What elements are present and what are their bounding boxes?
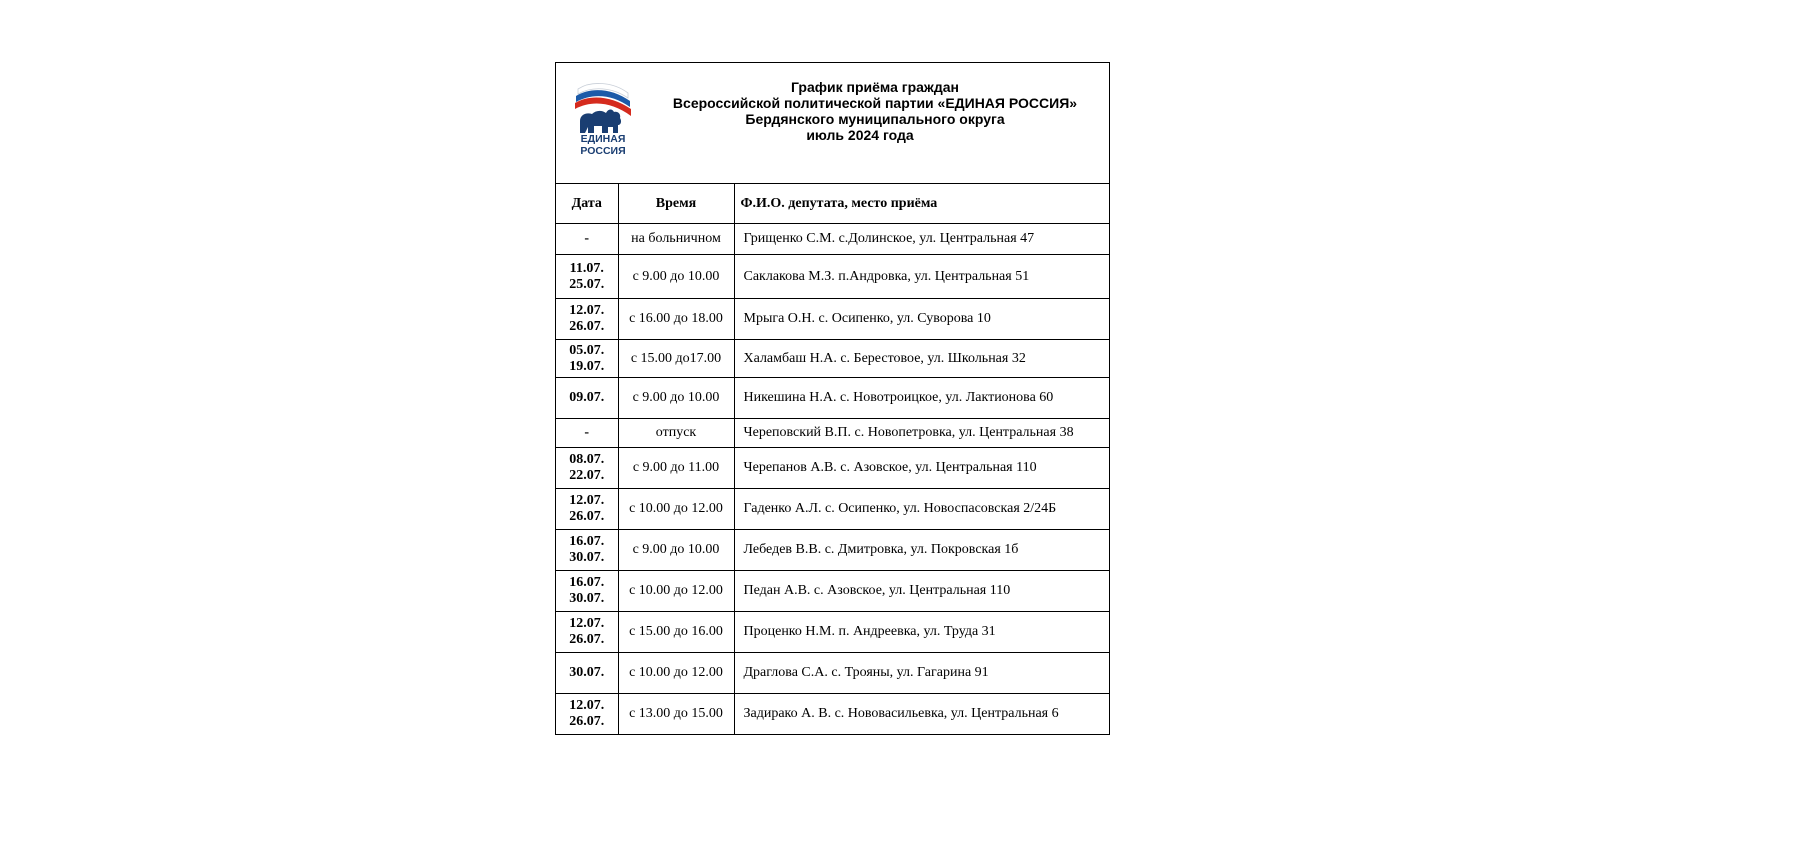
logo-text-line-1: ЕДИНАЯ: [580, 133, 626, 145]
table-row: [556, 299, 1109, 340]
schedule-table: [556, 184, 1109, 734]
table-row: [556, 694, 1109, 734]
title-line-1: График приёма граждан: [791, 79, 959, 95]
date-cell: [556, 694, 618, 734]
table-row: [556, 378, 1109, 419]
time-cell: с 15.00 до 16.00: [618, 612, 734, 653]
time-cell: с 15.00 до17.00: [618, 340, 734, 378]
deputy-info-cell: Никешина Н.А. с. Новотроицкое, ул. Лактионова 60: [734, 378, 1109, 419]
time-cell: с 16.00 до 18.00: [618, 299, 734, 340]
time-cell: с 9.00 до 10.00: [618, 255, 734, 299]
bear-flag-icon: [572, 79, 634, 135]
table-row: [556, 419, 1109, 448]
title-line-4: июль 2024 года: [806, 127, 914, 143]
date-value: 11.07.: [569, 260, 604, 276]
deputy-info-cell: Проценко Н.М. п. Андреевка, ул. Труда 31: [734, 612, 1109, 653]
date-value: 12.07.: [569, 303, 605, 318]
date-cell: [556, 489, 618, 530]
date-cell: [556, 419, 618, 448]
date-value: 05.07.: [569, 342, 605, 358]
date-cell: [556, 571, 618, 612]
date-cell: [556, 530, 618, 571]
date-cell: [556, 378, 618, 419]
date-value: 22.07.: [569, 468, 605, 483]
deputy-info-cell: Халамбаш Н.А. с. Берестовое, ул. Школьная 32: [734, 340, 1109, 378]
date-value: 26.07.: [569, 319, 605, 334]
date-value: 26.07.: [569, 713, 605, 729]
date-value: 19.07.: [569, 358, 605, 374]
date-value: 16.07.: [569, 575, 605, 590]
deputy-info-cell: Задирако А. В. с. Нововасильевка, ул. Центральная 6: [734, 694, 1109, 734]
date-value: 12.07.: [569, 697, 605, 713]
date-value: 30.07.: [569, 591, 605, 606]
deputy-info-cell: Саклакова М.З. п.Андровка, ул. Центральная 51: [734, 255, 1109, 299]
time-cell: с 13.00 до 15.00: [618, 694, 734, 734]
date-value: 12.07.: [569, 616, 605, 631]
date-value: 25.07.: [569, 276, 605, 292]
table-row: [556, 255, 1109, 299]
time-cell: с 9.00 до 10.00: [618, 378, 734, 419]
time-cell: с 9.00 до 11.00: [618, 448, 734, 489]
date-value: 09.07.: [569, 390, 605, 405]
table-row: [556, 530, 1109, 571]
table-header-row: [556, 184, 1109, 224]
time-cell: отпуск: [618, 419, 734, 448]
logo-text-line-2: РОССИЯ: [580, 145, 626, 157]
schedule-document: [555, 62, 1110, 735]
time-cell: на больничном: [618, 224, 734, 255]
deputy-info-cell: Грищенко С.М. с.Долинское, ул. Центральная 47: [734, 224, 1109, 255]
date-cell: [556, 255, 618, 299]
table-row: [556, 448, 1109, 489]
deputy-info-cell: Череповский В.П. с. Новопетровка, ул. Центральная 38: [734, 419, 1109, 448]
date-cell: [556, 299, 618, 340]
date-value: 08.07.: [569, 452, 605, 467]
united-russia-logo: [572, 79, 634, 159]
column-header-deputy: Ф.И.О. депутата, место приёма: [734, 184, 1109, 224]
date-value: 16.07.: [569, 534, 605, 549]
title-line-3: Бердянского муниципального округа: [745, 111, 1005, 127]
time-cell: с 10.00 до 12.00: [618, 571, 734, 612]
date-cell: [556, 224, 618, 255]
deputy-info-cell: Гаденко А.Л. с. Осипенко, ул. Новоспасовская 2/24Б: [734, 489, 1109, 530]
table-row: [556, 653, 1109, 694]
date-value: 30.07.: [569, 550, 605, 565]
date-value: 26.07.: [569, 509, 605, 524]
deputy-info-cell: Педан А.В. с. Азовское, ул. Центральная 110: [734, 571, 1109, 612]
date-cell: [556, 612, 618, 653]
deputy-info-cell: Лебедев В.В. с. Дмитровка, ул. Покровская 1б: [734, 530, 1109, 571]
date-value: -: [584, 231, 590, 246]
deputy-info-cell: Драглова С.А. с. Трояны, ул. Гагарина 91: [734, 653, 1109, 694]
date-cell: [556, 653, 618, 694]
date-cell: [556, 448, 618, 489]
time-cell: с 9.00 до 10.00: [618, 530, 734, 571]
table-row: [556, 571, 1109, 612]
column-header-time: Время: [618, 184, 734, 224]
date-value: 12.07.: [569, 493, 605, 508]
table-row: [556, 612, 1109, 653]
table-row: [556, 489, 1109, 530]
column-header-date: Дата: [556, 184, 618, 224]
title-line-2: Всероссийской политической партии «ЕДИНАЯ РОССИЯ»: [672, 95, 1078, 111]
date-value: 26.07.: [569, 632, 605, 647]
table-row: [556, 340, 1109, 378]
deputy-info-cell: Черепанов А.В. с. Азовское, ул. Центральная 110: [734, 448, 1109, 489]
date-cell: [556, 340, 618, 378]
document-title: [651, 79, 1099, 143]
deputy-info-cell: Мрыга О.Н. с. Осипенко, ул. Суворова 10: [734, 299, 1109, 340]
time-cell: с 10.00 до 12.00: [618, 489, 734, 530]
table-row: [556, 224, 1109, 255]
table-body: [556, 224, 1109, 734]
time-cell: с 10.00 до 12.00: [618, 653, 734, 694]
document-header: [556, 63, 1109, 184]
date-value: -: [584, 425, 590, 440]
date-value: 30.07.: [569, 665, 605, 680]
